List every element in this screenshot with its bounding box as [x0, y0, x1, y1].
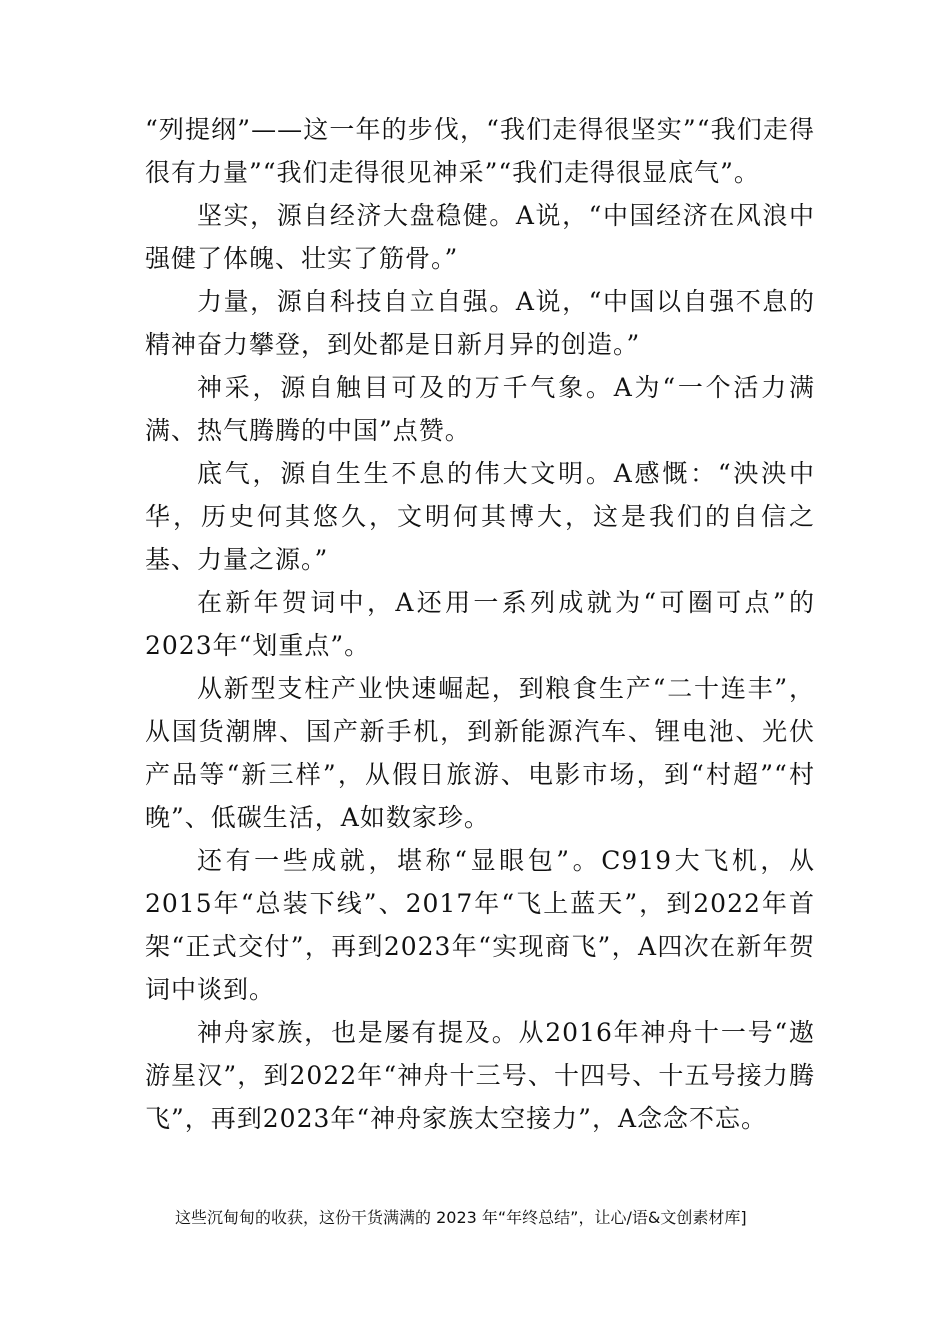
footer-watermark-text: 这些沉甸甸的收获，这份干货满满的 2023 年“年终总结”，让心/语&文创素材库]: [175, 1208, 747, 1227]
paragraph-2: 坚实，源自经济大盘稳健。A说，“中国经济在风浪中强健了体魄、壮实了筋骨。”: [145, 201, 815, 273]
paragraph-9: 神舟家族，也是屡有提及。从2016年神舟十一号“遨游星汉”，到2022年“神舟十三号、十四号、十五号接力腾飞”，再到2023年“神舟家族太空接力”，A念念不忘。: [145, 1018, 815, 1133]
document-body: [145, 108, 815, 1140]
paragraph-4: 神采，源自触目可及的万千气象。A为“一个活力满满、热气腾腾的中国”点赞。: [145, 373, 815, 445]
paragraph-1: “列提纲”——这一年的步伐，“我们走得很坚实”“我们走得很有力量”“我们走得很见神采”“我们走得很显底气”。: [145, 115, 815, 187]
paragraph-6: 在新年贺词中，A还用一系列成就为“可圈可点”的2023年“划重点”。: [145, 588, 815, 660]
paragraph-7: 从新型支柱产业快速崛起，到粮食生产“二十连丰”，从国货潮牌、国产新手机，到新能源汽车、锂电池、光伏产品等“新三样”，从假日旅游、电影市场，到“村超”“村晚”、低碳生活，A如数家珍。: [145, 674, 815, 832]
paragraph-5: 底气，源自生生不息的伟大文明。A感慨：“泱泱中华，历史何其悠久，文明何其博大，这是我们的自信之基、力量之源。”: [145, 459, 815, 574]
paragraph-3: 力量，源自科技自立自强。A说，“中国以自强不息的精神奋力攀登，到处都是日新月异的创造。”: [145, 287, 815, 359]
paragraph-8: 还有一些成就，堪称“显眼包”。C919大飞机，从2015年“总装下线”、2017年“飞上蓝天”，到2022年首架“正式交付”，再到2023年“实现商飞”，A四次在新年贺词中谈到。: [145, 846, 815, 1004]
